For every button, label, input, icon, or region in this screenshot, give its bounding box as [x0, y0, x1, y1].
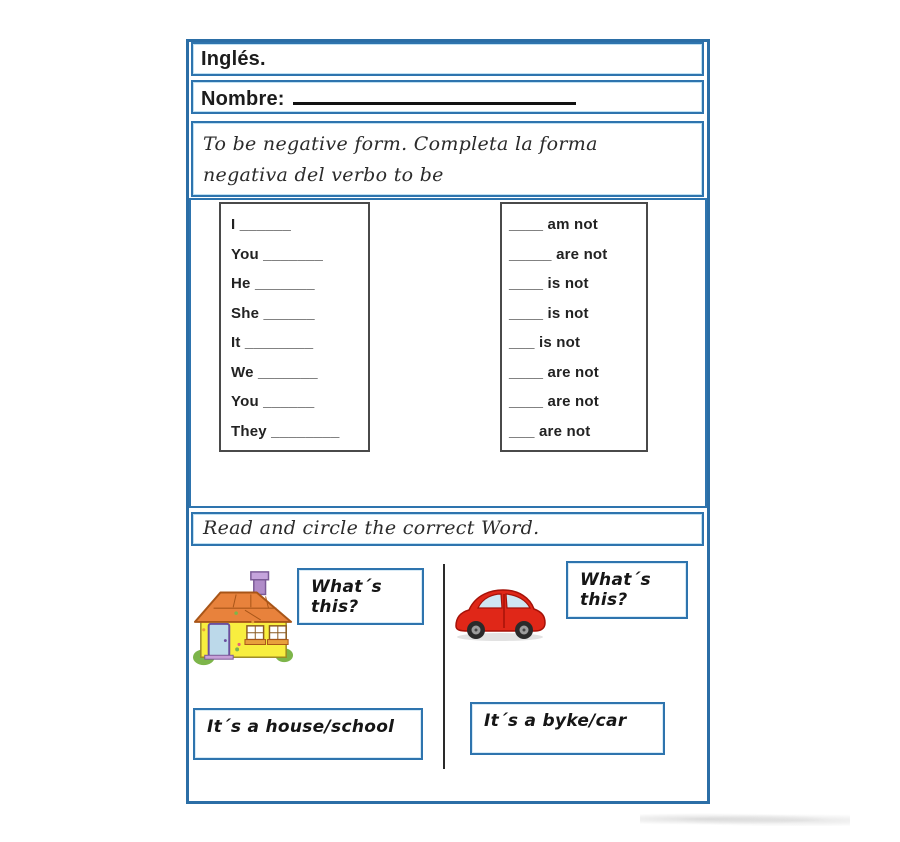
- question-box-house: [297, 568, 424, 625]
- negative-form-row: ____ am not: [509, 216, 598, 233]
- question-text-house: What´s this?: [311, 577, 382, 617]
- negative-form-row: ___ is not: [509, 334, 581, 351]
- exercise-circle-section: [189, 548, 707, 804]
- negative-forms-box: [500, 202, 648, 452]
- pronoun-row: We _______: [231, 363, 318, 381]
- pronouns-box: [219, 202, 370, 452]
- question-box-car: [566, 561, 688, 619]
- instruction-text-circle: Read and circle the correct Word.: [203, 517, 540, 539]
- exercise-tobe-section: [189, 198, 707, 508]
- answer-box-car: [470, 702, 665, 755]
- pronoun-row: It ________: [231, 334, 314, 351]
- answer-box-house: [193, 708, 423, 760]
- pronoun-row: She ______: [231, 304, 315, 322]
- subject-label: Inglés.: [201, 48, 266, 70]
- negative-form-row: ____ are not: [509, 363, 599, 381]
- scan-artifact: [640, 812, 850, 826]
- pronoun-row: He _______: [231, 275, 315, 292]
- instruction-box-circle: [191, 512, 704, 546]
- house-image: [192, 566, 294, 670]
- section-divider: [443, 564, 445, 769]
- instruction-text-tobe: To be negative form. Completa la forma negativa del verbo to be: [203, 133, 598, 186]
- name-header-box: [191, 80, 704, 114]
- name-label: Nombre:: [201, 88, 285, 110]
- pronoun-row: You ______: [231, 393, 315, 410]
- pronoun-row: They ________: [231, 422, 340, 440]
- roof: [195, 593, 291, 622]
- negative-form-row: ____ are not: [509, 393, 599, 410]
- instruction-box-tobe: [191, 121, 704, 197]
- answer-text-car: It´s a byke/car: [484, 711, 627, 731]
- negative-form-row: ____ is not: [509, 304, 589, 322]
- answer-text-house: It´s a house/school: [207, 717, 395, 737]
- negative-form-row: ____ is not: [509, 275, 589, 292]
- car-image: [450, 582, 550, 644]
- pronoun-row: You _______: [231, 245, 323, 263]
- negative-form-row: _____ are not: [509, 245, 608, 263]
- subject-header-box: [191, 42, 704, 76]
- pronoun-row: I ______: [231, 216, 291, 233]
- name-blank-line: [293, 82, 576, 105]
- worksheet-page: [186, 39, 710, 804]
- negative-form-row: ___ are not: [509, 422, 591, 440]
- question-text-car: What´s this?: [580, 570, 651, 610]
